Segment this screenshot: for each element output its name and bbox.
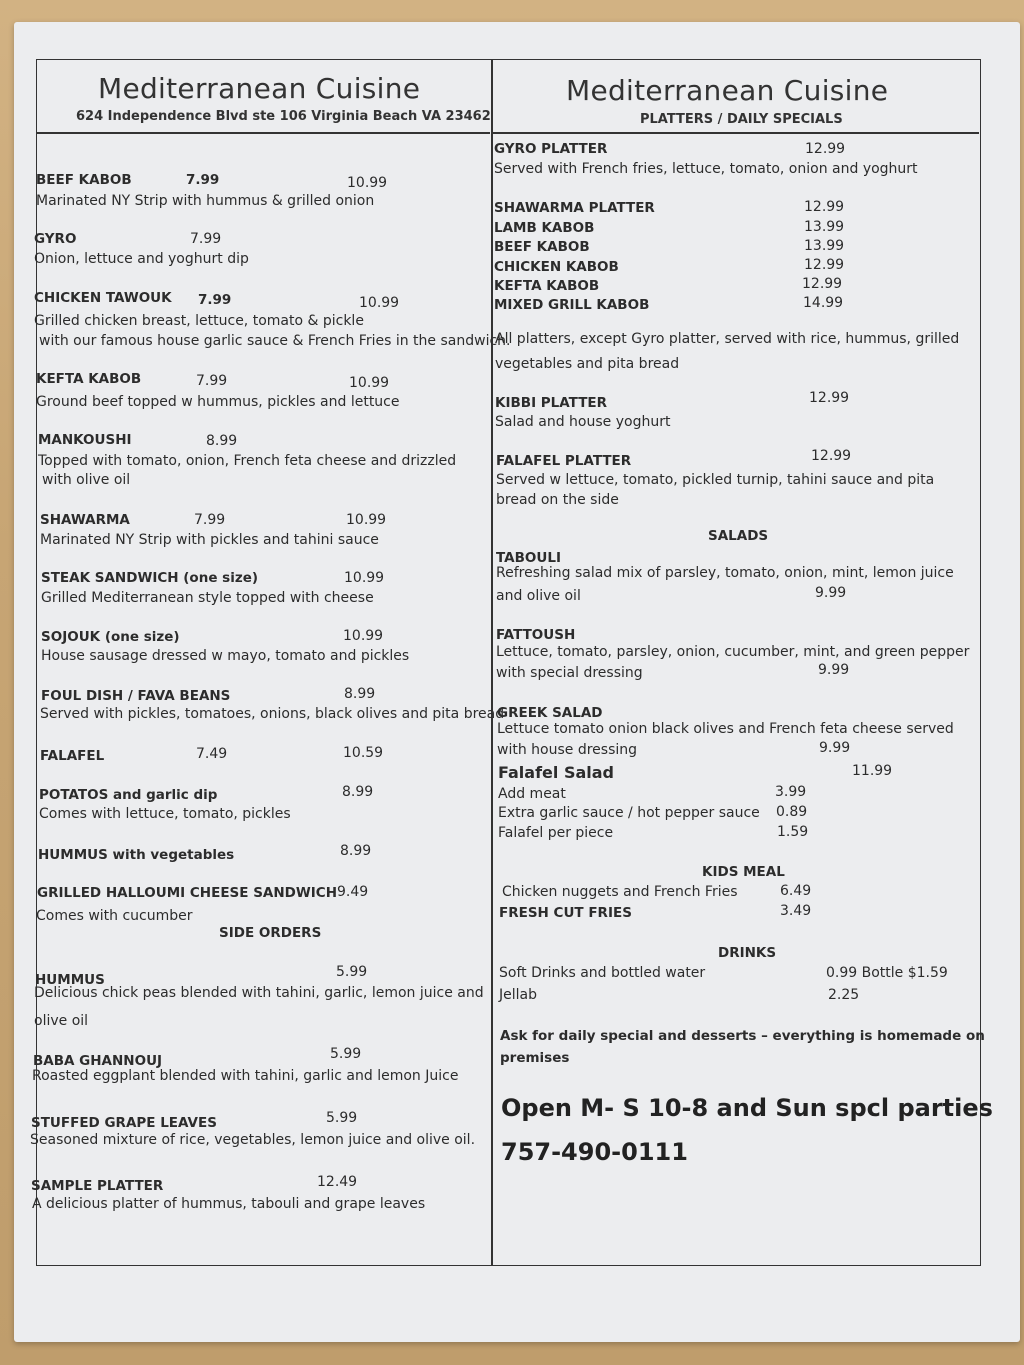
salad-name: GREEK SALAD xyxy=(497,705,603,721)
left-header-divider xyxy=(36,132,490,134)
side-orders-heading: SIDE ORDERS xyxy=(219,925,322,941)
item-name: BEEF KABOB xyxy=(36,172,132,188)
platter-name: KEFTA KABOB xyxy=(494,278,600,294)
right-title: Mediterranean Cuisine xyxy=(566,74,889,107)
item-desc: Ground beef topped w hummus, pickles and lettuce xyxy=(36,394,400,410)
platter-name: FALAFEL PLATTER xyxy=(496,453,632,469)
item-price-large: 10.99 xyxy=(349,375,390,391)
item-name: CHICKEN TAWOUK xyxy=(34,290,172,306)
extra-price: 3.99 xyxy=(775,784,807,800)
item-name: SHAWARMA xyxy=(40,512,130,528)
item-desc: Served with pickles, tomatoes, onions, black olives and pita bread xyxy=(40,706,505,722)
item-desc: with our famous house garlic sauce & French Fries in the sandwich. xyxy=(39,333,511,349)
item-price-large: 10.99 xyxy=(344,570,385,586)
fries-name: FRESH CUT FRIES xyxy=(499,905,632,921)
extra-price: 1.59 xyxy=(777,824,809,840)
right-header-divider xyxy=(492,132,979,134)
item-desc: Marinated NY Strip with hummus & grilled onion xyxy=(36,193,375,209)
platter-name: BEEF KABOB xyxy=(494,239,590,255)
salad-price: 9.99 xyxy=(815,585,847,601)
item-price-small: 7.99 xyxy=(198,292,232,308)
item-price-small: 7.99 xyxy=(186,172,220,188)
phone: 757-490-0111 xyxy=(501,1138,688,1166)
left-title: Mediterranean Cuisine xyxy=(98,72,421,105)
salad-name: FATTOUSH xyxy=(496,627,576,643)
kids-heading: KIDS MEAL xyxy=(702,864,785,880)
item-price-large: 10.59 xyxy=(343,745,384,761)
salad-price: 11.99 xyxy=(852,763,893,779)
salad-price: 9.99 xyxy=(818,662,850,678)
platter-price: 13.99 xyxy=(804,238,845,254)
side-desc: olive oil xyxy=(34,1013,89,1029)
salads-heading: SALADS xyxy=(708,528,769,544)
platter-price: 12.99 xyxy=(804,199,845,215)
platter-name: CHICKEN KABOB xyxy=(494,259,619,275)
menu-paper xyxy=(14,22,1020,1342)
item-price-large: 10.99 xyxy=(347,175,388,191)
salad-desc: Lettuce, tomato, parsley, onion, cucumber, mint, and green pepper xyxy=(496,644,970,660)
hours: Open M- S 10-8 and Sun spcl parties xyxy=(501,1094,993,1122)
platter-name: GYRO PLATTER xyxy=(494,141,608,157)
platter-price: 14.99 xyxy=(803,295,844,311)
item-name: POTATOS and garlic dip xyxy=(39,787,218,803)
salad-desc: with house dressing xyxy=(497,742,638,758)
item-name: KEFTA KABOB xyxy=(36,371,142,387)
side-name: HUMMUS xyxy=(35,972,105,988)
kids-item: Chicken nuggets and French Fries xyxy=(502,884,738,900)
extra-name: Add meat xyxy=(498,786,566,802)
item-name: FALAFEL xyxy=(40,748,105,764)
item-name: GRILLED HALLOUMI CHEESE SANDWICH xyxy=(37,885,337,901)
item-desc: Grilled chicken breast, lettuce, tomato & pickle xyxy=(34,313,364,329)
item-price-small: 7.99 xyxy=(190,231,222,247)
platter-price: 13.99 xyxy=(804,219,845,235)
salad-desc: with special dressing xyxy=(496,665,643,681)
item-name: MANKOUSHI xyxy=(38,432,132,448)
right-subtitle: PLATTERS / DAILY SPECIALS xyxy=(640,112,843,127)
platter-name: KIBBI PLATTER xyxy=(495,395,608,411)
extra-name: Extra garlic sauce / hot pepper sauce xyxy=(498,805,760,821)
side-name: SAMPLE PLATTER xyxy=(31,1178,164,1194)
item-name: FOUL DISH / FAVA BEANS xyxy=(41,688,231,704)
salad-price: 9.99 xyxy=(819,740,851,756)
platter-name: SHAWARMA PLATTER xyxy=(494,200,655,216)
platter-price: 12.99 xyxy=(809,390,850,406)
salad-desc: and olive oil xyxy=(496,588,581,604)
side-price: 12.49 xyxy=(317,1174,358,1190)
platter-desc: bread on the side xyxy=(496,492,619,508)
drink-name: Jellab xyxy=(499,987,537,1003)
fries-price: 3.49 xyxy=(780,903,812,919)
item-price-large: 10.99 xyxy=(346,512,387,528)
platter-price: 12.99 xyxy=(802,276,843,292)
kids-price: 6.49 xyxy=(780,883,812,899)
platter-price: 12.99 xyxy=(804,257,845,273)
side-price: 5.99 xyxy=(330,1046,362,1062)
salad-desc: Lettuce tomato onion black olives and French feta cheese served xyxy=(497,721,954,737)
side-name: STUFFED GRAPE LEAVES xyxy=(31,1115,217,1131)
item-price-small: 8.99 xyxy=(206,433,238,449)
platter-name: MIXED GRILL KABOB xyxy=(494,297,650,313)
platter-note: All platters, except Gyro platter, served with rice, hummus, grilled xyxy=(495,331,960,347)
salad-desc: Refreshing salad mix of parsley, tomato, onion, mint, lemon juice xyxy=(496,565,954,581)
ask-note: Ask for daily special and desserts – everything is homemade on xyxy=(500,1028,985,1044)
item-name: HUMMUS with vegetables xyxy=(38,847,235,863)
drink-price: 0.99 Bottle $1.59 xyxy=(826,965,948,981)
platter-price: 12.99 xyxy=(811,448,852,464)
drink-price: 2.25 xyxy=(828,987,860,1003)
platter-name: LAMB KABOB xyxy=(494,220,595,236)
side-desc: A delicious platter of hummus, tabouli and grape leaves xyxy=(32,1196,426,1212)
salad-name: Falafel Salad xyxy=(498,763,614,782)
drinks-heading: DRINKS xyxy=(718,945,777,961)
ask-note: premises xyxy=(500,1050,570,1066)
item-desc: Onion, lettuce and yoghurt dip xyxy=(34,251,249,267)
item-price-large: 8.99 xyxy=(340,843,372,859)
item-desc: Grilled Mediterranean style topped with cheese xyxy=(41,590,374,606)
item-name: SOJOUK (one size) xyxy=(41,629,180,645)
side-price: 5.99 xyxy=(336,964,368,980)
item-price-small: 7.99 xyxy=(194,512,226,528)
item-price-large: 9.49 xyxy=(337,884,369,900)
item-name: STEAK SANDWICH (one size) xyxy=(41,570,259,586)
platter-price: 12.99 xyxy=(805,141,846,157)
platter-desc: Salad and house yoghurt xyxy=(495,414,671,430)
platter-note: vegetables and pita bread xyxy=(495,356,680,372)
item-desc: Topped with tomato, onion, French feta cheese and drizzled xyxy=(38,453,457,469)
item-name: GYRO xyxy=(34,231,77,247)
item-price-large: 8.99 xyxy=(344,686,376,702)
drink-name: Soft Drinks and bottled water xyxy=(499,965,706,981)
item-desc: Comes with cucumber xyxy=(36,908,193,924)
side-name: BABA GHANNOUJ xyxy=(33,1053,163,1069)
item-price-small: 7.99 xyxy=(196,373,228,389)
item-desc: with olive oil xyxy=(42,472,131,488)
item-desc: House sausage dressed w mayo, tomato and pickles xyxy=(41,648,410,664)
platter-desc: Served with French fries, lettuce, tomato, onion and yoghurt xyxy=(494,161,918,177)
side-desc: Delicious chick peas blended with tahini, garlic, lemon juice and xyxy=(34,985,484,1001)
item-desc: Marinated NY Strip with pickles and tahini sauce xyxy=(40,532,379,548)
side-desc: Roasted eggplant blended with tahini, garlic and lemon Juice xyxy=(32,1068,459,1084)
item-price-large: 10.99 xyxy=(359,295,400,311)
side-desc: Seasoned mixture of rice, vegetables, lemon juice and olive oil. xyxy=(30,1132,476,1148)
item-price-large: 10.99 xyxy=(343,628,384,644)
address: 624 Independence Blvd ste 106 Virginia Beach VA 23462 xyxy=(76,109,491,124)
extra-name: Falafel per piece xyxy=(498,825,614,841)
side-price: 5.99 xyxy=(326,1110,358,1126)
salad-name: TABOULI xyxy=(496,550,561,566)
item-price-large: 8.99 xyxy=(342,784,374,800)
extra-price: 0.89 xyxy=(776,804,808,820)
platter-desc: Served w lettuce, tomato, pickled turnip, tahini sauce and pita xyxy=(496,472,935,488)
item-price-small: 7.49 xyxy=(196,746,228,762)
item-desc: Comes with lettuce, tomato, pickles xyxy=(39,806,291,822)
